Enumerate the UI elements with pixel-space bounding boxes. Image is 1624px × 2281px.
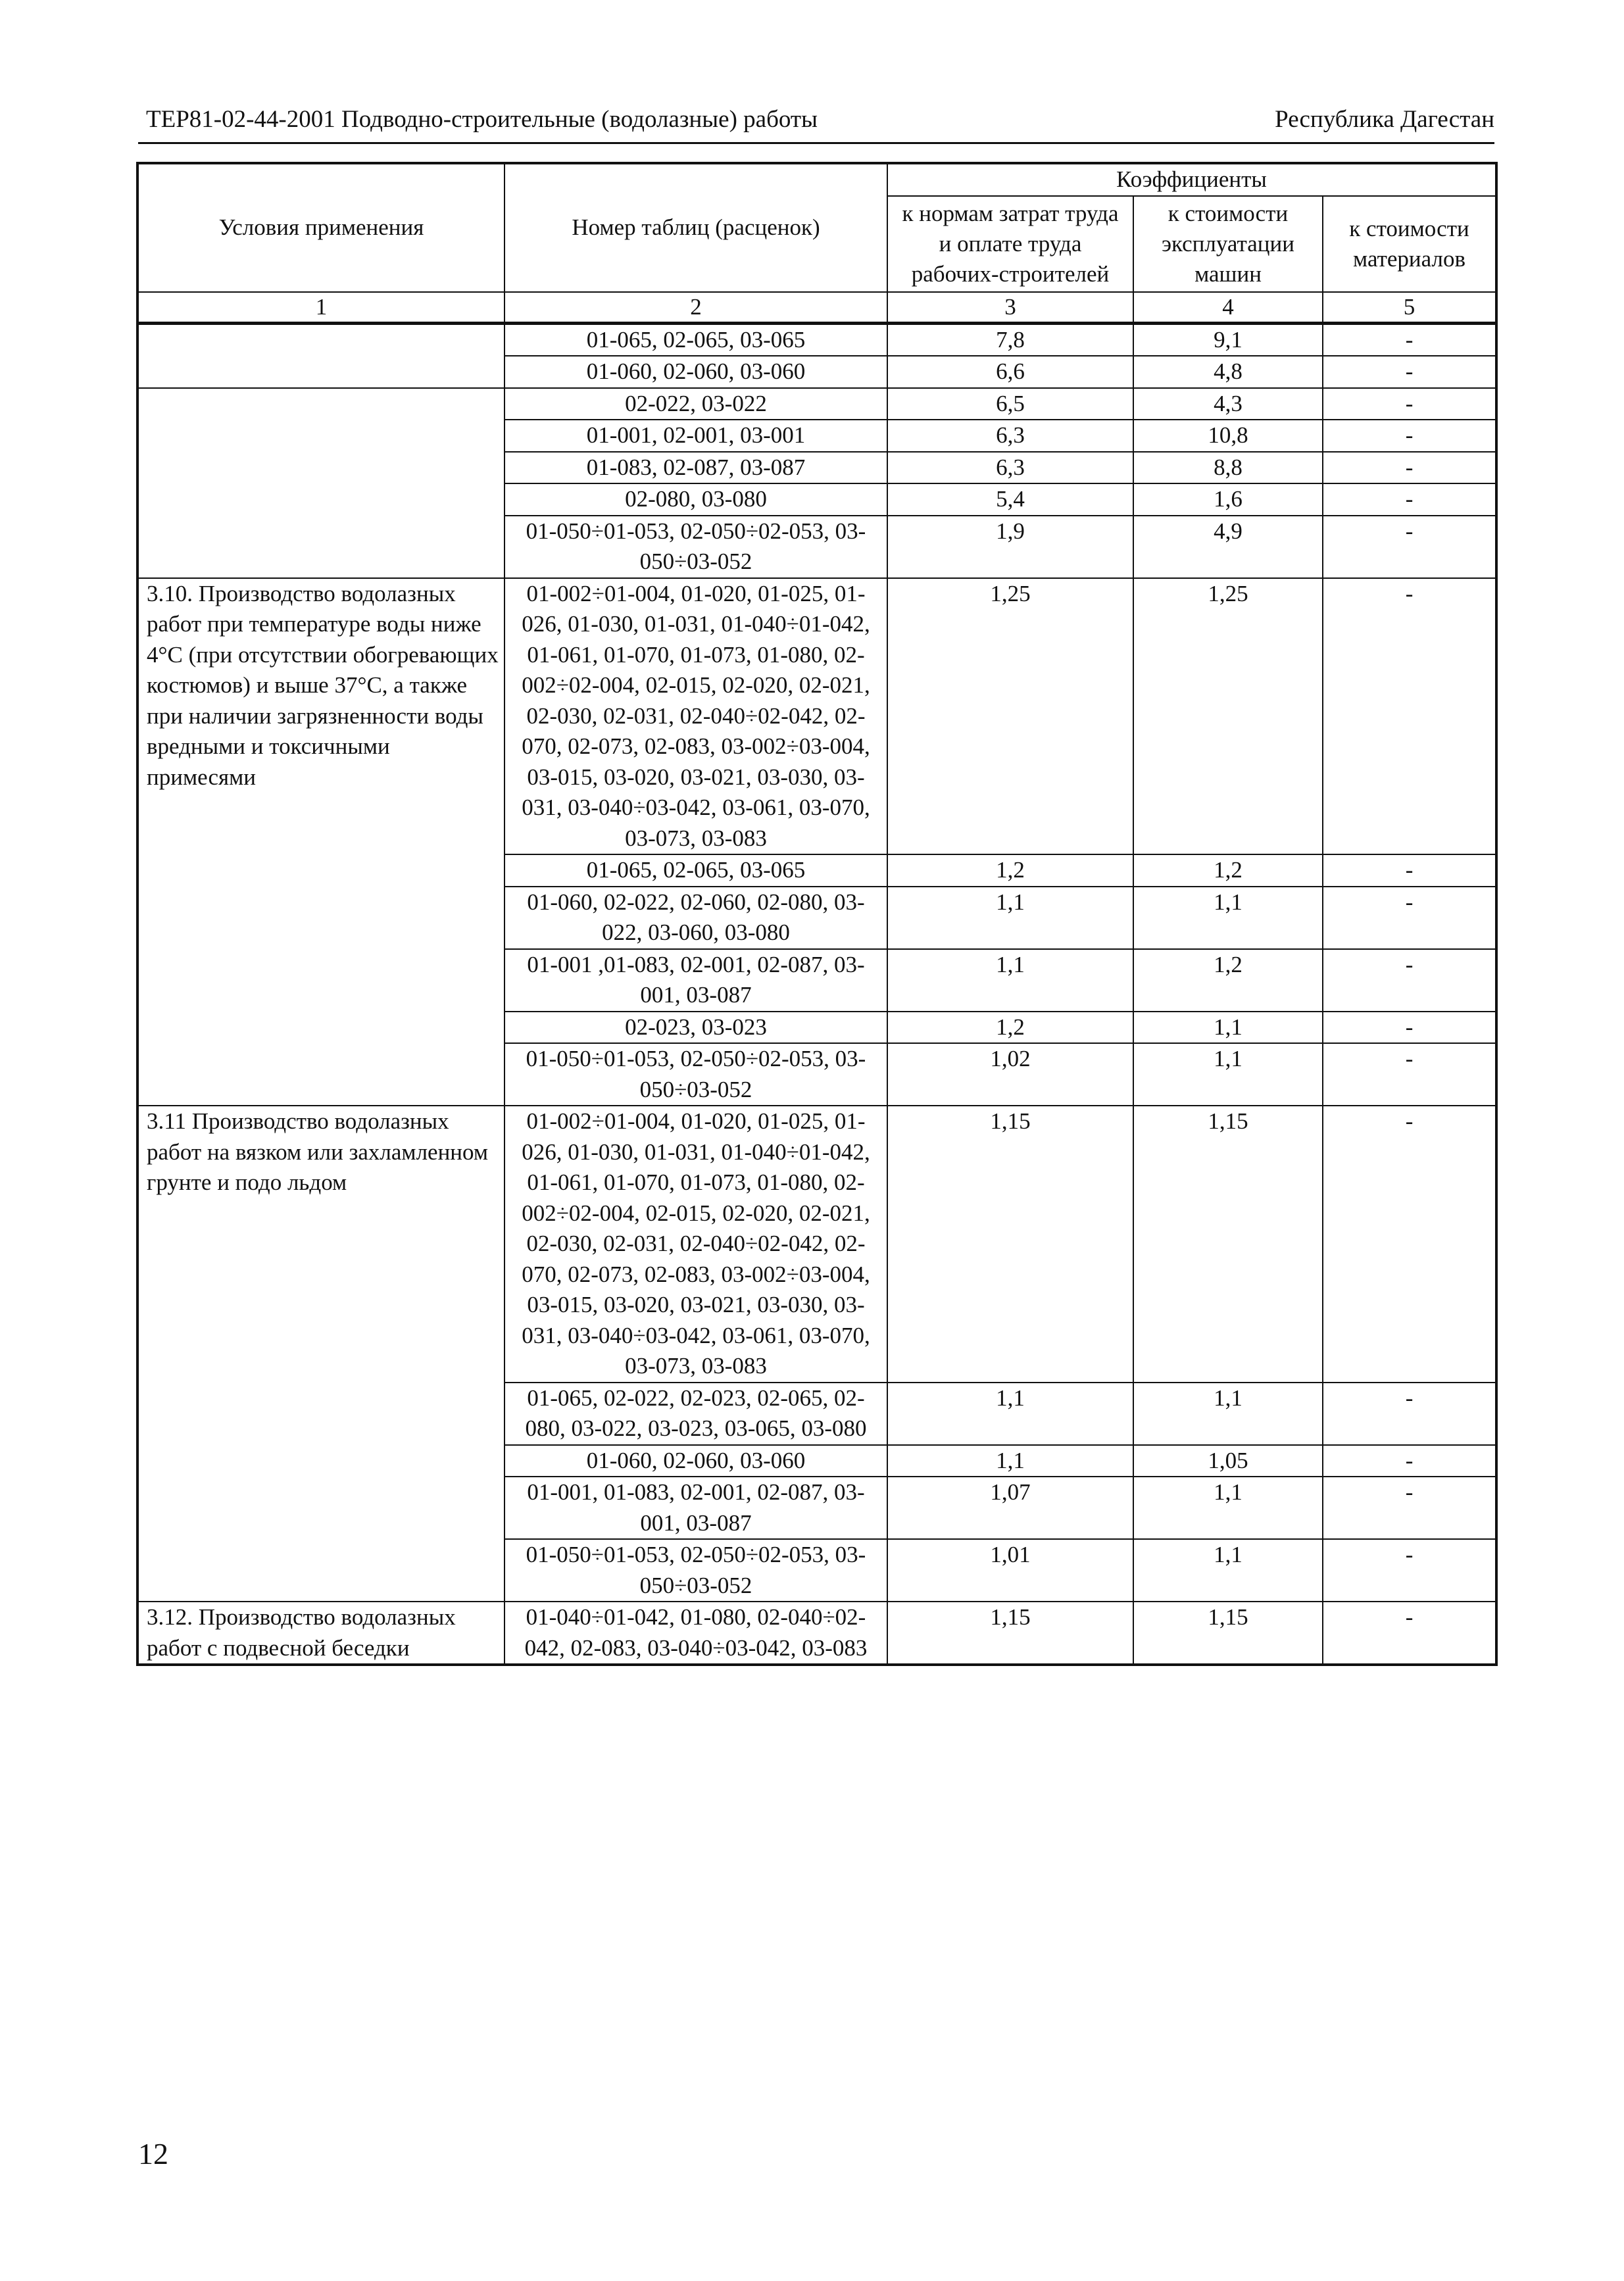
column-number: 1 <box>137 292 504 324</box>
condition-cell: 3.10. Производство водолазных работ при температуре воды ниже 4°С (при отсутствии обогревающих костюмов) и выше 37°С, а также при наличии загрязненности воды вредными и токсичными примесями <box>137 578 504 1106</box>
materials-coefficient-cell: - <box>1323 452 1496 484</box>
materials-coefficient-cell: - <box>1323 1383 1496 1445</box>
column-number: 2 <box>504 292 887 324</box>
labor-coefficient-cell: 1,1 <box>887 949 1133 1012</box>
labor-coefficient-cell: 1,2 <box>887 854 1133 887</box>
machines-coefficient-cell: 4,9 <box>1133 516 1323 578</box>
machines-coefficient-cell: 8,8 <box>1133 452 1323 484</box>
labor-coefficient-cell: 1,15 <box>887 1602 1133 1665</box>
column-number: 3 <box>887 292 1133 324</box>
labor-coefficient-cell: 1,01 <box>887 1539 1133 1602</box>
header-coefficients: Коэффициенты <box>887 163 1496 196</box>
labor-coefficient-cell: 1,9 <box>887 516 1133 578</box>
materials-coefficient-cell: - <box>1323 949 1496 1012</box>
materials-coefficient-cell: - <box>1323 1043 1496 1106</box>
labor-coefficient-cell: 5,4 <box>887 483 1133 516</box>
table-numbers-cell: 01-065, 02-065, 03-065 <box>504 323 887 356</box>
materials-coefficient-cell: - <box>1323 887 1496 949</box>
materials-coefficient-cell: - <box>1323 1602 1496 1665</box>
materials-coefficient-cell: - <box>1323 483 1496 516</box>
condition-cell: 3.12. Производство водолазных работ с подвесной беседки <box>137 1602 504 1665</box>
table-numbers-cell: 01-002÷01-004, 01-020, 01-025, 01-026, 01-030, 01-031, 01-040÷01-042, 01-061, 01-070, 01-073, 01-080, 02-002÷02-004, 02-015, 02-020, 02-021, 02-030, 02-031, 02-040÷02-042, 02-070, 02-073, 02-083, 03-002÷03-004, 03-015, 03-020, 03-021, 03-030, 03-031, 03-040÷03-042, 03-061, 03-070, 03-073, 03-083 <box>504 578 887 855</box>
materials-coefficient-cell: - <box>1323 1539 1496 1602</box>
coefficients-table <box>136 162 1498 1666</box>
table-numbers-cell: 02-023, 03-023 <box>504 1012 887 1044</box>
table-numbers-cell: 01-001, 02-001, 03-001 <box>504 420 887 452</box>
table-row <box>137 578 1496 855</box>
table-numbers-cell: 01-065, 02-022, 02-023, 02-065, 02-080, 03-022, 03-023, 03-065, 03-080 <box>504 1383 887 1445</box>
labor-coefficient-cell: 1,07 <box>887 1477 1133 1539</box>
header-conditions: Условия применения <box>137 163 504 292</box>
header-machines-coefficient: к стоимости эксплуатации машин <box>1133 196 1323 292</box>
labor-coefficient-cell: 1,1 <box>887 887 1133 949</box>
table-numbers-cell: 01-083, 02-087, 03-087 <box>504 452 887 484</box>
column-number: 5 <box>1323 292 1496 324</box>
table-numbers-cell: 01-060, 02-060, 03-060 <box>504 356 887 388</box>
labor-coefficient-cell: 1,02 <box>887 1043 1133 1106</box>
table-row <box>137 323 1496 356</box>
document-code-title: ТЕР81-02-44-2001 Подводно-строительные (водолазные) работы <box>146 106 818 133</box>
table-numbers-cell: 01-050÷01-053, 02-050÷02-053, 03-050÷03-052 <box>504 1539 887 1602</box>
labor-coefficient-cell: 1,15 <box>887 1106 1133 1383</box>
machines-coefficient-cell: 4,8 <box>1133 356 1323 388</box>
machines-coefficient-cell: 1,15 <box>1133 1106 1323 1383</box>
machines-coefficient-cell: 1,05 <box>1133 1445 1323 1477</box>
column-number: 4 <box>1133 292 1323 324</box>
labor-coefficient-cell: 6,3 <box>887 420 1133 452</box>
materials-coefficient-cell: - <box>1323 420 1496 452</box>
table-numbers-cell: 01-040÷01-042, 01-080, 02-040÷02-042, 02-083, 03-040÷03-042, 03-083 <box>504 1602 887 1665</box>
table-row <box>137 1106 1496 1383</box>
machines-coefficient-cell: 1,25 <box>1133 578 1323 855</box>
labor-coefficient-cell: 6,3 <box>887 452 1133 484</box>
labor-coefficient-cell: 1,1 <box>887 1445 1133 1477</box>
table-numbers-cell: 01-050÷01-053, 02-050÷02-053, 03-050÷03-052 <box>504 1043 887 1106</box>
labor-coefficient-cell: 7,8 <box>887 323 1133 356</box>
machines-coefficient-cell: 1,1 <box>1133 1012 1323 1044</box>
materials-coefficient-cell: - <box>1323 1012 1496 1044</box>
condition-cell <box>137 388 504 578</box>
table-numbers-cell: 01-001 ,01-083, 02-001, 02-087, 03-001, 03-087 <box>504 949 887 1012</box>
machines-coefficient-cell: 1,2 <box>1133 854 1323 887</box>
machines-coefficient-cell: 1,1 <box>1133 1539 1323 1602</box>
machines-coefficient-cell: 1,1 <box>1133 1383 1323 1445</box>
machines-coefficient-cell: 1,15 <box>1133 1602 1323 1665</box>
labor-coefficient-cell: 6,5 <box>887 388 1133 420</box>
table-numbers-cell: 01-065, 02-065, 03-065 <box>504 854 887 887</box>
materials-coefficient-cell: - <box>1323 578 1496 855</box>
materials-coefficient-cell: - <box>1323 516 1496 578</box>
machines-coefficient-cell: 4,3 <box>1133 388 1323 420</box>
header-labor-coefficient: к нормам затрат труда и оплате труда рабочих-строителей <box>887 196 1133 292</box>
condition-cell <box>137 323 504 388</box>
materials-coefficient-cell: - <box>1323 388 1496 420</box>
machines-coefficient-cell: 1,1 <box>1133 887 1323 949</box>
header-rule <box>138 142 1494 144</box>
header-materials-coefficient: к стоимости материалов <box>1323 196 1496 292</box>
machines-coefficient-cell: 1,1 <box>1133 1477 1323 1539</box>
machines-coefficient-cell: 10,8 <box>1133 420 1323 452</box>
materials-coefficient-cell: - <box>1323 854 1496 887</box>
condition-cell: 3.11 Производство водолазных работ на вязком или захламленном грунте и подо льдом <box>137 1106 504 1602</box>
labor-coefficient-cell: 1,25 <box>887 578 1133 855</box>
machines-coefficient-cell: 1,1 <box>1133 1043 1323 1106</box>
machines-coefficient-cell: 9,1 <box>1133 323 1323 356</box>
materials-coefficient-cell: - <box>1323 1477 1496 1539</box>
region-name: Республика Дагестан <box>1275 106 1494 133</box>
table-row <box>137 1602 1496 1665</box>
labor-coefficient-cell: 1,2 <box>887 1012 1133 1044</box>
labor-coefficient-cell: 1,1 <box>887 1383 1133 1445</box>
materials-coefficient-cell: - <box>1323 356 1496 388</box>
table-body <box>137 323 1496 1665</box>
materials-coefficient-cell: - <box>1323 323 1496 356</box>
table-numbers-cell: 02-080, 03-080 <box>504 483 887 516</box>
machines-coefficient-cell: 1,2 <box>1133 949 1323 1012</box>
materials-coefficient-cell: - <box>1323 1445 1496 1477</box>
labor-coefficient-cell: 6,6 <box>887 356 1133 388</box>
table-numbers-cell: 01-002÷01-004, 01-020, 01-025, 01-026, 01-030, 01-031, 01-040÷01-042, 01-061, 01-070, 01-073, 01-080, 02-002÷02-004, 02-015, 02-020, 02-021, 02-030, 02-031, 02-040÷02-042, 02-070, 02-073, 02-083, 03-002÷03-004, 03-015, 03-020, 03-021, 03-030, 03-031, 03-040÷03-042, 03-061, 03-070, 03-073, 03-083 <box>504 1106 887 1383</box>
table-numbers-cell: 01-050÷01-053, 02-050÷02-053, 03-050÷03-052 <box>504 516 887 578</box>
header-table-numbers: Номер таблиц (расценок) <box>504 163 887 292</box>
page-number: 12 <box>138 2137 168 2171</box>
materials-coefficient-cell: - <box>1323 1106 1496 1383</box>
table-numbers-cell: 01-060, 02-022, 02-060, 02-080, 03-022, 03-060, 03-080 <box>504 887 887 949</box>
table-numbers-cell: 01-001, 01-083, 02-001, 02-087, 03-001, 03-087 <box>504 1477 887 1539</box>
table-numbers-cell: 02-022, 03-022 <box>504 388 887 420</box>
table-row <box>137 388 1496 420</box>
machines-coefficient-cell: 1,6 <box>1133 483 1323 516</box>
table-numbers-cell: 01-060, 02-060, 03-060 <box>504 1445 887 1477</box>
